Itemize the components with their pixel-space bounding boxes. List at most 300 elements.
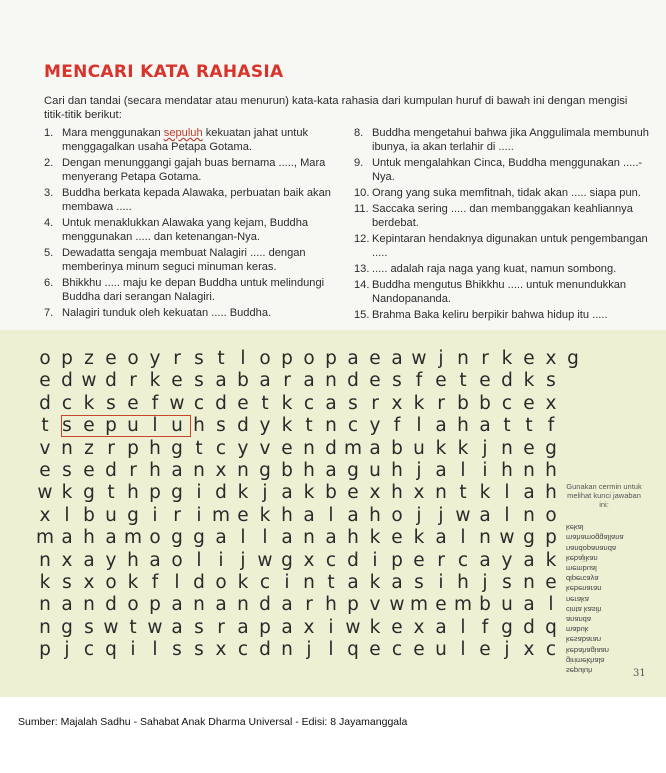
grid-letter[interactable]: e bbox=[369, 639, 381, 661]
grid-letter[interactable]: y bbox=[105, 549, 117, 571]
grid-letter[interactable]: s bbox=[348, 392, 358, 414]
grid-letter[interactable]: e bbox=[347, 482, 359, 504]
grid-letter[interactable]: g bbox=[567, 348, 579, 369]
grid-letter[interactable]: x bbox=[545, 392, 557, 414]
grid-letter[interactable]: g bbox=[83, 482, 95, 504]
grid-letter[interactable]: e bbox=[391, 527, 403, 549]
grid-letter[interactable]: n bbox=[61, 437, 73, 459]
grid-letter[interactable]: n bbox=[303, 571, 315, 593]
grid-letter[interactable]: g bbox=[61, 616, 73, 638]
grid-letter[interactable]: b bbox=[479, 392, 491, 414]
grid-letter[interactable]: l bbox=[548, 594, 554, 616]
grid-letter[interactable]: o bbox=[105, 571, 117, 593]
grid-letter[interactable]: a bbox=[303, 504, 315, 526]
grid-letter[interactable]: e bbox=[413, 639, 425, 661]
grid-letter[interactable]: p bbox=[39, 639, 51, 661]
grid-letter[interactable]: l bbox=[328, 639, 334, 661]
grid-letter[interactable]: l bbox=[504, 504, 510, 526]
grid-letter[interactable]: b bbox=[479, 594, 491, 616]
grid-letter[interactable]: s bbox=[62, 459, 72, 481]
grid-letter[interactable]: w bbox=[345, 616, 361, 638]
grid-letter[interactable]: g bbox=[501, 616, 513, 638]
grid-letter[interactable]: l bbox=[152, 639, 158, 661]
grid-letter[interactable]: u bbox=[413, 437, 425, 459]
grid-letter[interactable]: i bbox=[152, 504, 158, 526]
grid-letter[interactable]: l bbox=[64, 504, 70, 526]
grid-letter[interactable]: n bbox=[523, 504, 535, 526]
grid-letter[interactable]: i bbox=[372, 549, 378, 571]
grid-letter[interactable]: m bbox=[409, 594, 429, 616]
grid-letter[interactable]: i bbox=[328, 616, 334, 638]
grid-letter[interactable]: s bbox=[216, 415, 226, 437]
grid-letter[interactable]: d bbox=[215, 482, 227, 504]
grid-letter[interactable]: r bbox=[173, 348, 181, 369]
grid-letter[interactable]: d bbox=[259, 594, 271, 616]
grid-letter[interactable]: d bbox=[193, 571, 205, 593]
grid-letter[interactable]: k bbox=[501, 348, 513, 369]
grid-letter[interactable]: x bbox=[303, 549, 315, 571]
grid-letter[interactable]: v bbox=[369, 594, 381, 616]
grid-letter[interactable]: c bbox=[259, 571, 271, 593]
grid-letter[interactable]: j bbox=[262, 482, 268, 504]
grid-letter[interactable]: n bbox=[237, 594, 249, 616]
grid-letter[interactable]: a bbox=[215, 594, 227, 616]
grid-letter[interactable]: o bbox=[149, 527, 161, 549]
grid-letter[interactable]: a bbox=[171, 459, 183, 481]
grid-letter[interactable]: j bbox=[416, 504, 422, 526]
grid-letter[interactable]: c bbox=[193, 392, 205, 414]
grid-letter[interactable]: w bbox=[37, 482, 53, 504]
grid-letter[interactable]: n bbox=[281, 639, 293, 661]
grid-letter[interactable]: e bbox=[237, 392, 249, 414]
grid-letter[interactable]: d bbox=[347, 549, 359, 571]
grid-letter[interactable]: n bbox=[479, 527, 491, 549]
grid-letter[interactable]: e bbox=[105, 348, 117, 369]
grid-letter[interactable]: x bbox=[413, 482, 425, 504]
grid-letter[interactable]: k bbox=[149, 370, 161, 392]
grid-letter[interactable]: k bbox=[281, 392, 293, 414]
grid-letter[interactable]: y bbox=[259, 415, 271, 437]
grid-letter[interactable]: a bbox=[479, 504, 491, 526]
grid-letter[interactable]: f bbox=[393, 415, 401, 437]
grid-letter[interactable]: s bbox=[84, 616, 94, 638]
grid-letter[interactable]: n bbox=[325, 415, 337, 437]
grid-letter[interactable]: k bbox=[413, 392, 425, 414]
grid-letter[interactable]: s bbox=[502, 571, 512, 593]
grid-letter[interactable]: d bbox=[501, 370, 513, 392]
grid-letter[interactable]: r bbox=[173, 504, 181, 526]
grid-letter[interactable]: s bbox=[194, 639, 204, 661]
grid-letter[interactable]: w bbox=[389, 594, 405, 616]
grid-letter[interactable]: r bbox=[481, 348, 489, 369]
grid-letter[interactable]: a bbox=[325, 459, 337, 481]
grid-letter[interactable]: k bbox=[369, 571, 381, 593]
grid-letter[interactable]: l bbox=[196, 549, 202, 571]
grid-letter[interactable]: r bbox=[437, 549, 445, 571]
grid-letter[interactable]: c bbox=[325, 549, 337, 571]
grid-letter[interactable]: a bbox=[61, 594, 73, 616]
grid-letter[interactable]: a bbox=[523, 482, 535, 504]
grid-letter[interactable]: a bbox=[61, 527, 73, 549]
grid-letter[interactable]: h bbox=[149, 437, 161, 459]
grid-letter[interactable]: s bbox=[62, 571, 72, 593]
grid-letter[interactable]: l bbox=[460, 639, 466, 661]
grid-letter[interactable]: h bbox=[391, 482, 403, 504]
grid-letter[interactable]: r bbox=[129, 459, 137, 481]
grid-letter[interactable]: a bbox=[391, 571, 403, 593]
grid-letter[interactable]: q bbox=[347, 639, 359, 661]
grid-letter[interactable]: h bbox=[391, 459, 403, 481]
grid-letter[interactable]: a bbox=[435, 527, 447, 549]
grid-letter[interactable]: b bbox=[281, 459, 293, 481]
grid-letter[interactable]: l bbox=[240, 348, 246, 369]
grid-letter[interactable]: s bbox=[546, 370, 556, 392]
grid-letter[interactable]: e bbox=[237, 504, 249, 526]
grid-letter[interactable]: d bbox=[259, 639, 271, 661]
grid-letter[interactable]: a bbox=[171, 594, 183, 616]
grid-letter[interactable]: d bbox=[325, 437, 337, 459]
grid-letter[interactable]: e bbox=[39, 370, 51, 392]
grid-letter[interactable]: a bbox=[435, 415, 447, 437]
grid-letter[interactable]: k bbox=[237, 482, 249, 504]
grid-letter[interactable]: c bbox=[545, 639, 557, 661]
grid-letter[interactable]: t bbox=[217, 348, 225, 369]
grid-letter[interactable]: m bbox=[123, 527, 143, 549]
grid-letter[interactable]: o bbox=[127, 594, 139, 616]
grid-letter[interactable]: h bbox=[193, 415, 205, 437]
grid-letter[interactable]: c bbox=[237, 639, 249, 661]
grid-letter[interactable]: h bbox=[303, 459, 315, 481]
grid-letter[interactable]: a bbox=[347, 571, 359, 593]
grid-letter[interactable]: e bbox=[523, 392, 535, 414]
grid-letter[interactable]: w bbox=[411, 348, 427, 369]
grid-letter[interactable]: c bbox=[391, 639, 403, 661]
grid-letter[interactable]: x bbox=[303, 616, 315, 638]
grid-letter[interactable]: f bbox=[415, 370, 423, 392]
grid-letter[interactable]: x bbox=[61, 549, 73, 571]
grid-letter[interactable]: d bbox=[347, 370, 359, 392]
grid-letter[interactable]: t bbox=[195, 437, 203, 459]
grid-letter[interactable]: t bbox=[129, 616, 137, 638]
grid-letter[interactable]: i bbox=[196, 504, 202, 526]
grid-letter[interactable]: g bbox=[523, 527, 535, 549]
grid-letter[interactable]: a bbox=[523, 594, 535, 616]
grid-letter[interactable]: g bbox=[171, 482, 183, 504]
grid-letter[interactable]: u bbox=[171, 415, 183, 437]
grid-letter[interactable]: m bbox=[343, 437, 363, 459]
grid-letter[interactable]: s bbox=[62, 415, 72, 437]
grid-letter[interactable]: e bbox=[545, 571, 557, 593]
grid-letter[interactable]: a bbox=[479, 415, 491, 437]
grid-letter[interactable]: e bbox=[435, 370, 447, 392]
grid-letter[interactable]: q bbox=[545, 616, 557, 638]
grid-letter[interactable]: t bbox=[107, 482, 115, 504]
grid-letter[interactable]: h bbox=[501, 459, 513, 481]
grid-letter[interactable]: s bbox=[194, 348, 204, 369]
grid-letter[interactable]: e bbox=[523, 437, 535, 459]
grid-letter[interactable]: t bbox=[261, 392, 269, 414]
grid-letter[interactable]: g bbox=[347, 459, 359, 481]
grid-letter[interactable]: j bbox=[240, 549, 246, 571]
grid-letter[interactable]: k bbox=[435, 437, 447, 459]
grid-letter[interactable]: a bbox=[325, 527, 337, 549]
grid-letter[interactable]: o bbox=[171, 549, 183, 571]
grid-letter[interactable]: n bbox=[193, 459, 205, 481]
grid-letter[interactable]: x bbox=[215, 459, 227, 481]
grid-letter[interactable]: k bbox=[303, 482, 315, 504]
grid-letter[interactable]: p bbox=[347, 594, 359, 616]
grid-letter[interactable]: e bbox=[391, 616, 403, 638]
grid-letter[interactable]: o bbox=[545, 504, 557, 526]
grid-letter[interactable]: l bbox=[504, 482, 510, 504]
grid-letter[interactable]: h bbox=[127, 482, 139, 504]
grid-letter[interactable]: a bbox=[215, 370, 227, 392]
grid-letter[interactable]: m bbox=[453, 594, 473, 616]
grid-letter[interactable]: y bbox=[501, 549, 513, 571]
grid-letter[interactable]: w bbox=[257, 549, 273, 571]
grid-letter[interactable]: m bbox=[211, 504, 231, 526]
grid-letter[interactable]: d bbox=[105, 459, 117, 481]
grid-letter[interactable]: x bbox=[391, 392, 403, 414]
grid-letter[interactable]: b bbox=[325, 482, 337, 504]
grid-letter[interactable]: u bbox=[435, 639, 447, 661]
grid-letter[interactable]: n bbox=[39, 616, 51, 638]
grid-letter[interactable]: k bbox=[259, 504, 271, 526]
grid-letter[interactable]: r bbox=[107, 437, 115, 459]
grid-letter[interactable]: b bbox=[237, 370, 249, 392]
grid-letter[interactable]: a bbox=[215, 527, 227, 549]
grid-letter[interactable]: n bbox=[237, 459, 249, 481]
grid-letter[interactable]: b bbox=[83, 504, 95, 526]
grid-letter[interactable]: k bbox=[457, 437, 469, 459]
grid-letter[interactable]: q bbox=[105, 639, 117, 661]
grid-letter[interactable]: i bbox=[130, 639, 136, 661]
grid-letter[interactable]: w bbox=[455, 504, 471, 526]
grid-letter[interactable]: s bbox=[106, 392, 116, 414]
grid-letter[interactable]: j bbox=[482, 571, 488, 593]
grid-letter[interactable]: e bbox=[479, 639, 491, 661]
grid-letter[interactable]: e bbox=[83, 459, 95, 481]
grid-letter[interactable]: t bbox=[459, 482, 467, 504]
grid-letter[interactable]: o bbox=[215, 571, 227, 593]
grid-letter[interactable]: a bbox=[435, 616, 447, 638]
grid-letter[interactable]: n bbox=[523, 571, 535, 593]
grid-letter[interactable]: n bbox=[325, 370, 337, 392]
grid-letter[interactable]: u bbox=[105, 504, 117, 526]
grid-letter[interactable]: p bbox=[545, 527, 557, 549]
grid-letter[interactable]: g bbox=[127, 504, 139, 526]
grid-letter[interactable]: e bbox=[83, 415, 95, 437]
grid-letter[interactable]: z bbox=[84, 348, 94, 369]
grid-letter[interactable]: a bbox=[171, 616, 183, 638]
grid-letter[interactable]: a bbox=[523, 549, 535, 571]
grid-letter[interactable]: w bbox=[103, 616, 119, 638]
grid-letter[interactable]: f bbox=[547, 415, 555, 437]
grid-letter[interactable]: b bbox=[457, 392, 469, 414]
grid-letter[interactable]: a bbox=[149, 549, 161, 571]
grid-letter[interactable]: h bbox=[369, 504, 381, 526]
grid-letter[interactable]: l bbox=[460, 459, 466, 481]
grid-letter[interactable]: h bbox=[545, 459, 557, 481]
grid-letter[interactable]: n bbox=[39, 549, 51, 571]
grid-letter[interactable]: d bbox=[215, 392, 227, 414]
grid-letter[interactable]: a bbox=[83, 549, 95, 571]
grid-letter[interactable]: s bbox=[392, 370, 402, 392]
grid-letter[interactable]: w bbox=[499, 527, 515, 549]
grid-letter[interactable]: k bbox=[413, 527, 425, 549]
grid-letter[interactable]: h bbox=[347, 527, 359, 549]
grid-letter[interactable]: h bbox=[149, 459, 161, 481]
grid-letter[interactable]: a bbox=[347, 348, 359, 369]
grid-letter[interactable]: p bbox=[127, 437, 139, 459]
grid-letter[interactable]: n bbox=[83, 594, 95, 616]
grid-letter[interactable]: z bbox=[84, 437, 94, 459]
grid-letter[interactable]: x bbox=[215, 639, 227, 661]
grid-letter[interactable]: o bbox=[39, 348, 51, 369]
grid-letter[interactable]: e bbox=[523, 348, 535, 369]
grid-letter[interactable]: w bbox=[169, 392, 185, 414]
grid-letter[interactable]: d bbox=[105, 594, 117, 616]
grid-letter[interactable]: x bbox=[545, 348, 557, 369]
grid-letter[interactable]: e bbox=[39, 459, 51, 481]
grid-letter[interactable]: t bbox=[459, 370, 467, 392]
grid-letter[interactable]: r bbox=[437, 392, 445, 414]
grid-letter[interactable]: s bbox=[172, 639, 182, 661]
grid-letter[interactable]: i bbox=[438, 571, 444, 593]
grid-letter[interactable]: e bbox=[127, 392, 139, 414]
grid-letter[interactable]: a bbox=[281, 616, 293, 638]
grid-letter[interactable]: r bbox=[129, 370, 137, 392]
grid-letter[interactable]: d bbox=[61, 370, 73, 392]
grid-letter[interactable]: p bbox=[61, 348, 73, 369]
grid-letter[interactable]: t bbox=[327, 571, 335, 593]
grid-letter[interactable]: g bbox=[171, 437, 183, 459]
grid-letter[interactable]: p bbox=[281, 348, 293, 369]
grid-letter[interactable]: l bbox=[152, 415, 158, 437]
grid-letter[interactable]: c bbox=[61, 392, 73, 414]
grid-letter[interactable]: f bbox=[151, 571, 159, 593]
grid-letter[interactable]: a bbox=[303, 370, 315, 392]
grid-letter[interactable]: e bbox=[413, 549, 425, 571]
grid-letter[interactable]: k bbox=[281, 415, 293, 437]
grid-letter[interactable]: r bbox=[371, 392, 379, 414]
grid-letter[interactable]: k bbox=[545, 549, 557, 571]
grid-letter[interactable]: a bbox=[325, 392, 337, 414]
grid-letter[interactable]: k bbox=[83, 392, 95, 414]
grid-letter[interactable]: a bbox=[281, 594, 293, 616]
grid-letter[interactable]: h bbox=[281, 504, 293, 526]
grid-letter[interactable]: p bbox=[391, 549, 403, 571]
grid-letter[interactable]: h bbox=[325, 594, 337, 616]
grid-letter[interactable]: a bbox=[369, 437, 381, 459]
grid-letter[interactable]: d bbox=[237, 415, 249, 437]
grid-letter[interactable]: e bbox=[369, 370, 381, 392]
grid-letter[interactable]: c bbox=[83, 639, 95, 661]
grid-letter[interactable]: k bbox=[369, 527, 381, 549]
grid-letter[interactable]: a bbox=[105, 527, 117, 549]
grid-letter[interactable]: y bbox=[237, 437, 249, 459]
grid-letter[interactable]: i bbox=[196, 482, 202, 504]
grid-letter[interactable]: l bbox=[174, 571, 180, 593]
grid-letter[interactable]: n bbox=[523, 459, 535, 481]
grid-letter[interactable]: x bbox=[39, 504, 51, 526]
grid-letter[interactable]: f bbox=[151, 392, 159, 414]
grid-letter[interactable]: v bbox=[259, 437, 271, 459]
grid-letter[interactable]: e bbox=[281, 437, 293, 459]
grid-letter[interactable]: p bbox=[149, 482, 161, 504]
grid-letter[interactable]: w bbox=[147, 616, 163, 638]
grid-letter[interactable]: n bbox=[39, 594, 51, 616]
grid-letter[interactable]: l bbox=[240, 527, 246, 549]
grid-letter[interactable]: n bbox=[303, 527, 315, 549]
grid-letter[interactable]: j bbox=[306, 639, 312, 661]
grid-letter[interactable]: x bbox=[83, 571, 95, 593]
grid-letter[interactable]: k bbox=[523, 370, 535, 392]
grid-letter[interactable]: s bbox=[194, 616, 204, 638]
grid-letter[interactable]: a bbox=[281, 527, 293, 549]
grid-letter[interactable]: n bbox=[435, 482, 447, 504]
grid-letter[interactable]: x bbox=[523, 639, 535, 661]
grid-letter[interactable]: r bbox=[217, 616, 225, 638]
grid-letter[interactable]: a bbox=[281, 482, 293, 504]
grid-letter[interactable]: p bbox=[105, 415, 117, 437]
grid-letter[interactable]: i bbox=[482, 459, 488, 481]
grid-letter[interactable]: t bbox=[525, 415, 533, 437]
grid-letter[interactable]: h bbox=[545, 482, 557, 504]
grid-letter[interactable]: n bbox=[501, 437, 513, 459]
grid-letter[interactable]: e bbox=[479, 370, 491, 392]
grid-letter[interactable]: u bbox=[369, 459, 381, 481]
grid-letter[interactable]: w bbox=[81, 370, 97, 392]
grid-letter[interactable]: l bbox=[328, 504, 334, 526]
grid-letter[interactable]: i bbox=[218, 549, 224, 571]
grid-letter[interactable]: c bbox=[501, 392, 513, 414]
grid-letter[interactable]: g bbox=[193, 527, 205, 549]
grid-letter[interactable]: t bbox=[41, 415, 49, 437]
grid-letter[interactable]: g bbox=[171, 527, 183, 549]
grid-letter[interactable]: r bbox=[305, 594, 313, 616]
grid-letter[interactable]: e bbox=[171, 370, 183, 392]
grid-letter[interactable]: o bbox=[391, 504, 403, 526]
grid-letter[interactable]: c bbox=[303, 392, 315, 414]
grid-letter[interactable]: s bbox=[414, 571, 424, 593]
grid-letter[interactable]: u bbox=[501, 594, 513, 616]
grid-letter[interactable]: i bbox=[284, 571, 290, 593]
grid-letter[interactable]: x bbox=[413, 616, 425, 638]
grid-letter[interactable]: u bbox=[127, 415, 139, 437]
grid-letter[interactable]: y bbox=[149, 348, 161, 369]
grid-letter[interactable]: l bbox=[262, 527, 268, 549]
grid-letter[interactable]: n bbox=[193, 594, 205, 616]
grid-letter[interactable]: d bbox=[523, 616, 535, 638]
grid-letter[interactable]: l bbox=[460, 616, 466, 638]
grid-letter[interactable]: l bbox=[460, 527, 466, 549]
grid-letter[interactable]: j bbox=[438, 504, 444, 526]
grid-letter[interactable]: a bbox=[479, 549, 491, 571]
grid-letter[interactable]: p bbox=[149, 594, 161, 616]
grid-letter[interactable]: o bbox=[303, 348, 315, 369]
grid-letter[interactable]: a bbox=[435, 459, 447, 481]
grid-letter[interactable]: o bbox=[127, 348, 139, 369]
grid-letter[interactable]: g bbox=[281, 549, 293, 571]
grid-letter[interactable]: n bbox=[303, 437, 315, 459]
grid-letter[interactable]: g bbox=[545, 437, 557, 459]
grid-letter[interactable]: e bbox=[435, 594, 447, 616]
grid-letter[interactable]: k bbox=[237, 571, 249, 593]
grid-letter[interactable]: a bbox=[391, 348, 403, 369]
grid-letter[interactable]: h bbox=[127, 549, 139, 571]
grid-letter[interactable]: b bbox=[391, 437, 403, 459]
